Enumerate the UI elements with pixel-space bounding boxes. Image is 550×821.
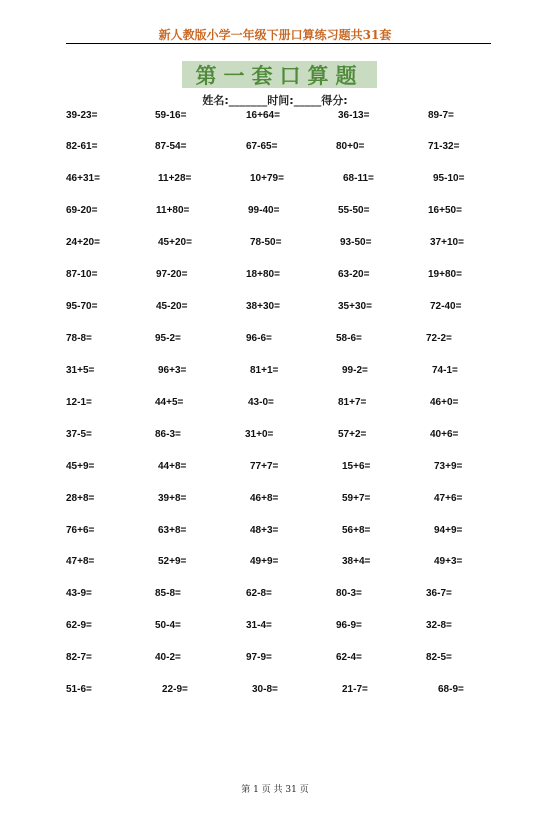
math-problem: 96-6= xyxy=(246,333,272,344)
math-problem: 72-2= xyxy=(426,333,452,344)
math-problem: 59+7= xyxy=(342,493,371,504)
math-problem: 68-11= xyxy=(343,173,374,184)
math-problem: 82-5= xyxy=(426,652,452,663)
math-problem: 69-20= xyxy=(66,205,98,216)
math-problem: 96+3= xyxy=(158,365,187,376)
math-problem: 36-13= xyxy=(338,110,370,121)
math-problem: 89-7= xyxy=(428,110,454,121)
math-problem: 82-7= xyxy=(66,652,92,663)
math-problem: 30-8= xyxy=(252,684,278,695)
math-problem: 67-65= xyxy=(246,141,278,152)
math-problem: 40+6= xyxy=(430,429,459,440)
math-problem: 46+31= xyxy=(66,173,100,184)
math-problem: 56+8= xyxy=(342,525,371,536)
math-problem: 19+80= xyxy=(428,269,462,280)
math-problem: 63-20= xyxy=(338,269,370,280)
math-problem: 12-1= xyxy=(66,397,92,408)
math-problem: 57+2= xyxy=(338,429,367,440)
math-problem: 44+5= xyxy=(155,397,184,408)
math-problem: 97-20= xyxy=(156,269,188,280)
math-problem: 46+8= xyxy=(250,493,279,504)
math-problem: 43-9= xyxy=(66,588,92,599)
math-problem: 95-70= xyxy=(66,301,98,312)
math-problem: 43-0= xyxy=(248,397,274,408)
math-problem: 99-40= xyxy=(248,205,280,216)
math-problem: 49+3= xyxy=(434,556,463,567)
math-problem: 78-50= xyxy=(250,237,282,248)
math-problem: 31+0= xyxy=(245,429,274,440)
student-info-line: 姓名:_______时间:_____得分: xyxy=(202,94,348,107)
math-problem: 36-7= xyxy=(426,588,452,599)
math-problem: 38+4= xyxy=(342,556,371,567)
math-problem: 37-5= xyxy=(66,429,92,440)
math-problem: 39-23= xyxy=(66,110,98,121)
math-problem: 74-1= xyxy=(432,365,458,376)
math-problem: 86-3= xyxy=(155,429,181,440)
math-problem: 45-20= xyxy=(156,301,188,312)
math-problem: 47+8= xyxy=(66,556,95,567)
math-problem: 73+9= xyxy=(434,461,463,472)
math-problem: 52+9= xyxy=(158,556,187,567)
math-problem: 45+9= xyxy=(66,461,95,472)
math-problem: 35+30= xyxy=(338,301,372,312)
math-problem: 71-32= xyxy=(428,141,460,152)
math-problem: 51-6= xyxy=(66,684,92,695)
header-divider xyxy=(66,43,491,44)
math-problem: 10+79= xyxy=(250,173,284,184)
math-problem: 38+30= xyxy=(246,301,280,312)
math-problem: 72-40= xyxy=(430,301,462,312)
math-problem: 68-9= xyxy=(438,684,464,695)
math-problem: 82-61= xyxy=(66,141,98,152)
math-problem: 81+7= xyxy=(338,397,367,408)
math-problem: 18+80= xyxy=(246,269,280,280)
math-problem: 62-8= xyxy=(246,588,272,599)
math-problem: 31+5= xyxy=(66,365,95,376)
math-problem: 96-9= xyxy=(336,620,362,631)
math-problem: 11+28= xyxy=(158,173,192,184)
math-problem: 77+7= xyxy=(250,461,279,472)
worksheet-title: 第一套口算题 xyxy=(182,61,377,88)
math-problem: 81+1= xyxy=(250,365,279,376)
math-problem: 85-8= xyxy=(155,588,181,599)
math-problem: 44+8= xyxy=(158,461,187,472)
math-problem: 80+0= xyxy=(336,141,365,152)
math-problem: 63+8= xyxy=(158,525,187,536)
math-problem: 22-9= xyxy=(162,684,188,695)
math-problem: 28+8= xyxy=(66,493,95,504)
math-problem: 62-9= xyxy=(66,620,92,631)
math-problem: 50-4= xyxy=(155,620,181,631)
math-problem: 39+8= xyxy=(158,493,187,504)
math-problem: 58-6= xyxy=(336,333,362,344)
math-problem: 95-2= xyxy=(155,333,181,344)
math-problem: 21-7= xyxy=(342,684,368,695)
math-problem: 76+6= xyxy=(66,525,95,536)
math-problem: 32-8= xyxy=(426,620,452,631)
math-problem: 80-3= xyxy=(336,588,362,599)
math-problem: 87-54= xyxy=(155,141,187,152)
math-problem: 62-4= xyxy=(336,652,362,663)
math-problem: 24+20= xyxy=(66,237,100,248)
math-problem: 49+9= xyxy=(250,556,279,567)
math-problem: 87-10= xyxy=(66,269,98,280)
math-problem: 46+0= xyxy=(430,397,459,408)
math-problem: 55-50= xyxy=(338,205,370,216)
math-problem: 94+9= xyxy=(434,525,463,536)
math-problem: 31-4= xyxy=(246,620,272,631)
math-problem: 16+50= xyxy=(428,205,462,216)
math-problem: 99-2= xyxy=(342,365,368,376)
math-problem: 97-9= xyxy=(246,652,272,663)
math-problem: 78-8= xyxy=(66,333,92,344)
math-problem: 93-50= xyxy=(340,237,372,248)
math-problem: 11+80= xyxy=(156,205,190,216)
math-problem: 45+20= xyxy=(158,237,192,248)
math-problem: 47+6= xyxy=(434,493,463,504)
math-problem: 59-16= xyxy=(155,110,187,121)
document-header-title: 新人教版小学一年级下册口算练习题共31套 xyxy=(158,28,392,42)
math-problem: 48+3= xyxy=(250,525,279,536)
math-problem: 40-2= xyxy=(155,652,181,663)
math-problem: 15+6= xyxy=(342,461,371,472)
math-problem: 37+10= xyxy=(430,237,464,248)
math-problem: 16+64= xyxy=(246,110,280,121)
page-number-footer: 第 1 页 共 31 页 xyxy=(241,785,309,795)
math-problem: 95-10= xyxy=(433,173,465,184)
